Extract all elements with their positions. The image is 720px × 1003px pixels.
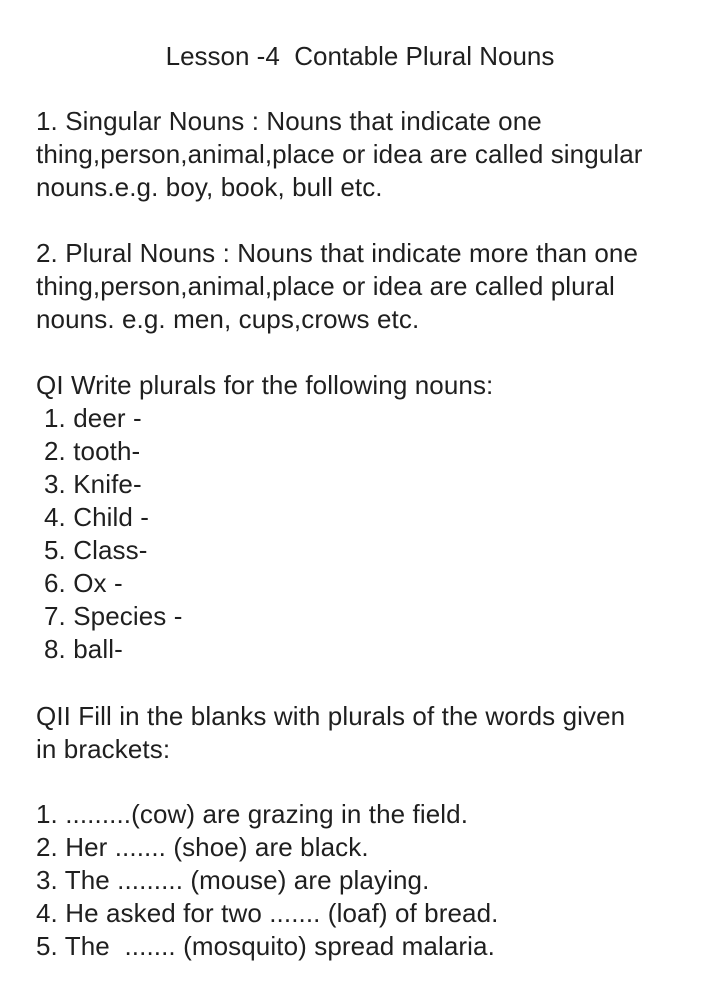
question-2-item: 3. The ......... (mouse) are playing.: [36, 865, 430, 895]
question-2-item: 1. .........(cow) are grazing in the field.: [36, 799, 469, 829]
question-1-heading: QI Write plurals for the following nouns:: [36, 370, 494, 400]
plural-definition-line-3: nouns. e.g. men, cups,crows etc.: [36, 304, 420, 334]
question-1-item: 3. Knife-: [44, 469, 142, 499]
singular-definition-line-2: thing,person,animal,place or idea are called singular: [36, 139, 643, 169]
singular-definition-line-1: 1. Singular Nouns : Nouns that indicate one: [36, 106, 542, 136]
question-2-item: 4. He asked for two ....... (loaf) of bread.: [36, 898, 499, 928]
question-1-item: 2. tooth-: [44, 436, 141, 466]
singular-definition-line-3: nouns.e.g. boy, book, bull etc.: [36, 172, 383, 202]
question-1-item: 4. Child -: [44, 502, 150, 532]
question-1-item: 5. Class-: [44, 535, 148, 565]
question-2-heading-line-1: QII Fill in the blanks with plurals of the words given: [36, 701, 626, 731]
question-1-item: 7. Species -: [44, 601, 183, 631]
question-2-heading-line-2: in brackets:: [36, 734, 171, 764]
plural-definition-line-1: 2. Plural Nouns : Nouns that indicate more than one: [36, 238, 639, 268]
question-1-item: 8. ball-: [44, 634, 123, 664]
question-2-item: 2. Her ....... (shoe) are black.: [36, 832, 369, 862]
lesson-title: Lesson -4 Contable Plural Nouns: [165, 41, 555, 71]
question-2-item: 5. The ....... (mosquito) spread malaria.: [36, 931, 495, 961]
question-1-item: 1. deer -: [44, 403, 142, 433]
question-1-item: 6. Ox -: [44, 568, 123, 598]
plural-definition-line-2: thing,person,animal,place or idea are called plural: [36, 271, 615, 301]
